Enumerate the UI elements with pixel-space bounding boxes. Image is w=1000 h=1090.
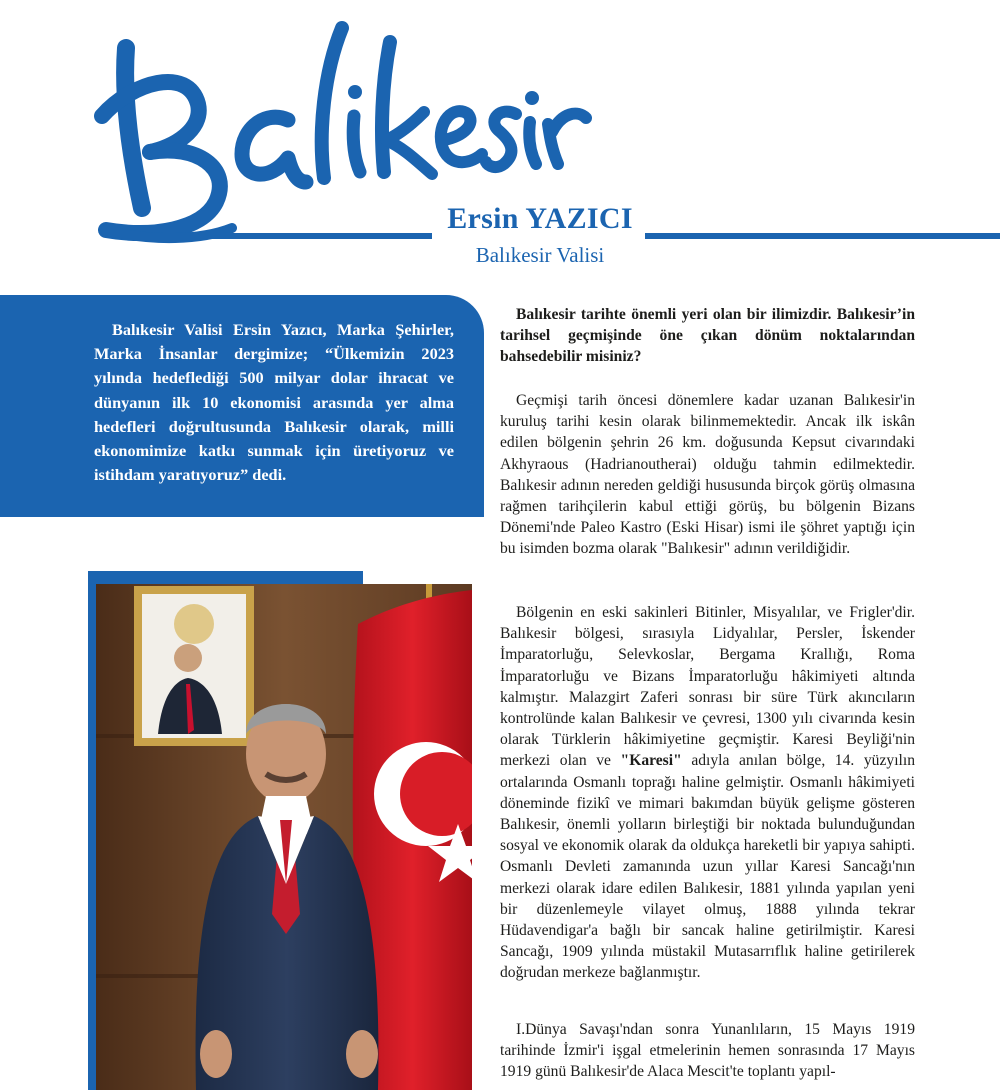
pull-quote: Balıkesir Valisi Ersin Yazıcı, Marka Şehirler, Marka İnsanlar dergimize; “Ülkemizin 2023 yılında hedeflediği 500 milyar dolar ihracat ve dünyanın ilk 10 ekonomisi arasında yer alma hedefleri doğrultusunda Balıkesir olarak, milli ekonomimize katkı sunmak için üretiyoruz ve istihdam yaratıyoruz” dedi.	[94, 320, 454, 485]
article-paragraph-1: Geçmişi tarih öncesi dönemlere kadar uzanan Balıkesir'in kuruluş tarihi kesin olarak bilinmemektedir. Ancak ilk iskân edilen bölgenin şehrin 26 km. doğusunda Kepsut civarındaki Akhyraous (Hadrianoutherai) olduğu tahmin edilmektedir. Balıkesir adının nereden geldiği hususunda birçok görüş olmasına rağmen tarihçilerin kabul ettiği görüş, bu bölgenin Bizans Dönemi'nde Paleo Kastro (Eski Hisar) ismi ile şöhret yaptığı için bu isimden bozma olarak "Balıkesir" adının verildiğidir.	[500, 392, 915, 558]
author-title: Balıkesir Valisi	[475, 243, 605, 267]
governor-photo-illustration	[96, 584, 472, 1090]
keyword-karesi: "Karesi"	[620, 752, 682, 770]
interview-question: Balıkesir tarihte önemli yeri olan bir ilimizdir. Balıkesir’in tarihsel geçmişinde öne çıkan dönüm noktalarından bahsedebilir misiniz?	[500, 306, 915, 366]
heading-rule-left	[140, 233, 432, 239]
article-paragraph-3: I.Dünya Savaşı'ndan sonra Yunanlıların, 15 Mayıs 1919 tarihinde İzmir'i işgal etmelerinin hemen sonrasında 17 Mayıs 1919 günü Balıkesir'de Alaca Mescit'te toplantı yapıl-	[500, 1021, 915, 1081]
governor-photo	[96, 584, 472, 1090]
article-paragraph-2: Bölgenin en eski sakinleri Bitinler, Misyalılar, ve Frigler'dir. Balıkesir bölgesi, sırasıyla Lidyalılar, Persler, İskender İmparatorluğu, Selevkoslar, Bergama Krallığı, Roma İmparatorluğu ve Bizans İmparatorluğu hâkimiyeti altında kalmıştır. Malazgirt Zaferi sonrası bir süre Türk akıncıların kontrolünde kalan Balıkesir ve çevresi, 1300 yılı civarında kesin olarak Türklerin hâkimiyetine geçmiştir. Karesi Beyliği'nin merkezi olan ve "Karesi" adıyla anılan bölge, 14. yüzyılın ortalarında Osmanlı toprağı haline gelmiştir. Osmanlı hâkimiyeti döneminde fizikî ve mimari bakımdan büyük gelişme gösteren Balıkesir, önemli yolların birleştiği bir noktada bulunduğundan sosyal ve ekonomik olarak da oldukça hareketli bir yapıya sahipti. Osmanlı Devleti zamanında uzun yıllar Karesi Sancağı'nın merkezi olarak idare edilen Balıkesir, 1881 yılında yapılan yeni bir düzenlemeyle vilayet olmuş, 1888 yılında tekrar Hüdavendigar'a bağlı bir sancak haline getirilmiştir. Karesi Sancağı, 1909 yılında müstakil Mutasarrıflık haline getirilerek doğrudan merkeze bağlanmıştır.	[500, 604, 915, 982]
heading-rule-right	[645, 233, 1000, 239]
author-name: Ersin YAZICI	[447, 202, 633, 235]
